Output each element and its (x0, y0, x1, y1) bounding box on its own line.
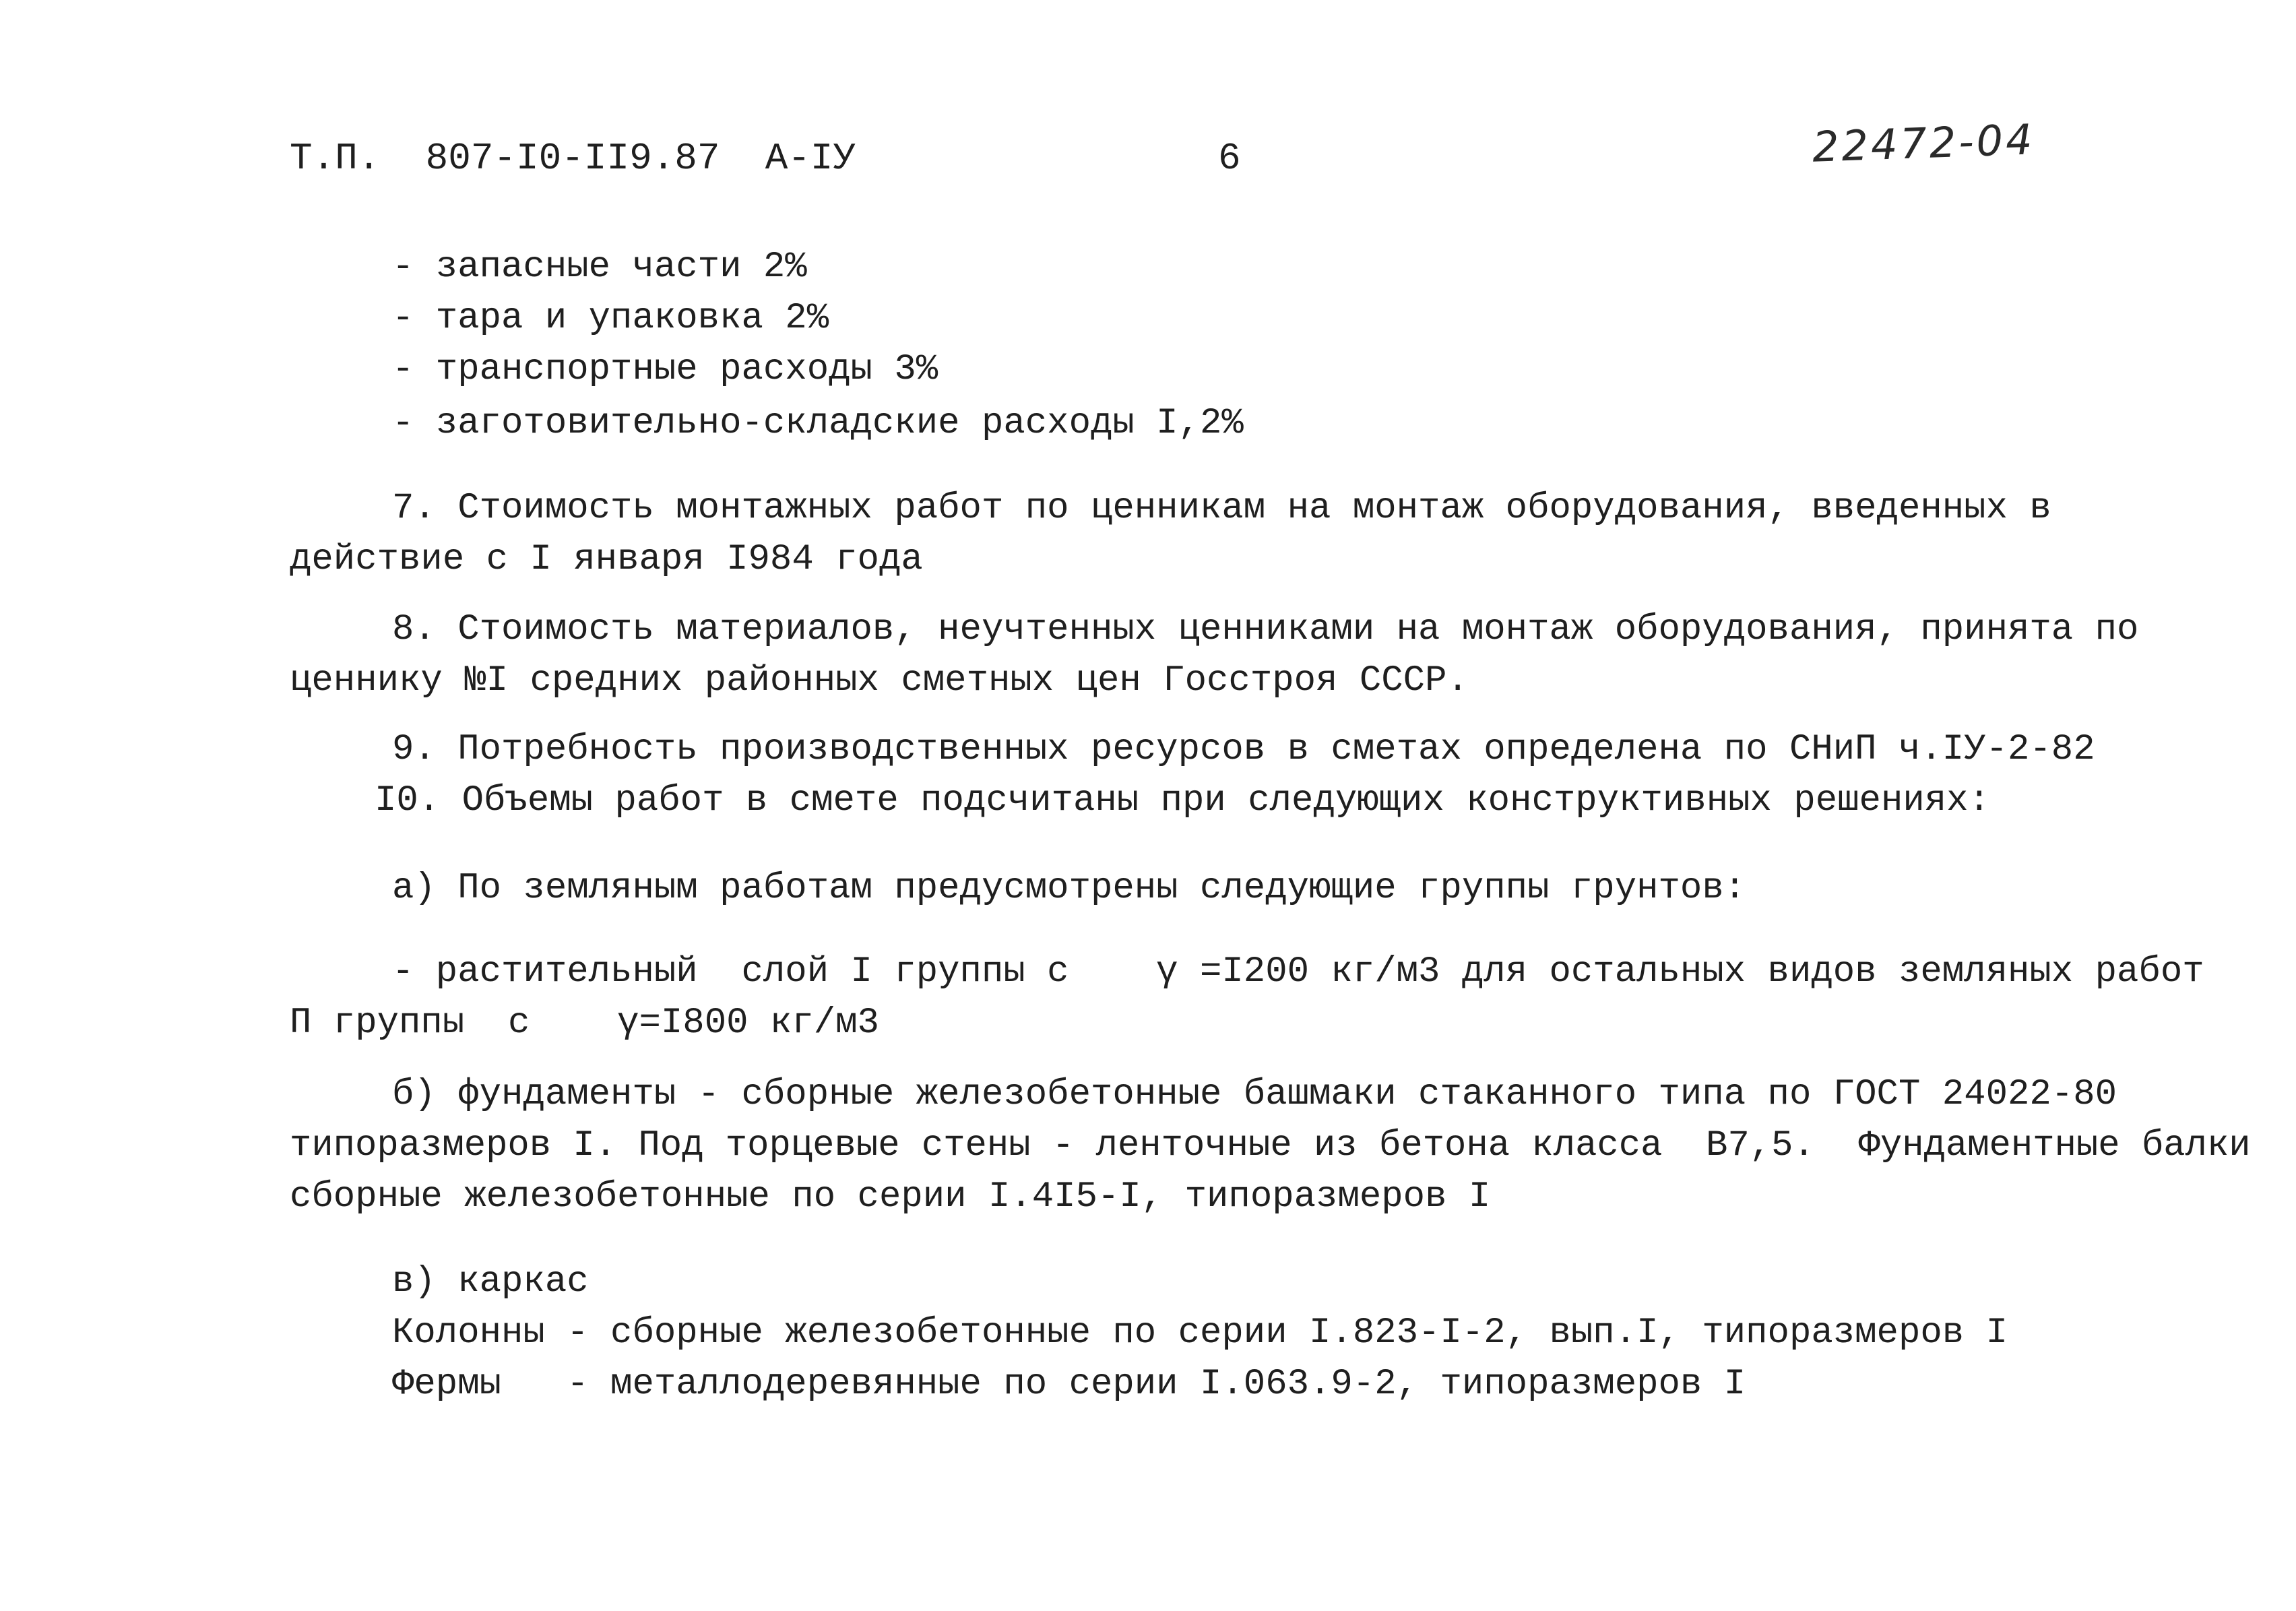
section-a-heading: а) По земляным работам предусмотрены следующие группы грунтов: (392, 868, 1746, 909)
list-item: - заготовительно-складские расходы I,2% (392, 403, 1244, 444)
paragraph-9: 9. Потребность производственных ресурсов в сметах определена по СНиП ч.IУ-2-82 (392, 729, 2095, 770)
document-designation: Т.П. 807-I0-II9.87 А-IУ (290, 137, 856, 180)
section-a-item-line-1: - растительный слой I группы с γ =I200 кг/м3 для остальных видов земляных работ (392, 951, 2204, 992)
section-b-line-1: б) фундаменты - сборные железобетонные башмаки стаканного типа по ГОСТ 24022-80 (392, 1074, 2117, 1115)
section-v-heading: в) каркас (392, 1261, 589, 1302)
section-b-line-3: сборные железобетонные по серии I.4I5-I, типоразмеров I (290, 1176, 1491, 1218)
list-item: - запасные части 2% (392, 247, 807, 288)
paragraph-8-line-2: ценнику №I средних районных сметных цен Госстроя СССР. (290, 660, 1469, 701)
paragraph-8-line-1: 8. Стоимость материалов, неучтенных ценниками на монтаж оборудования, принята по (392, 609, 2139, 650)
list-item: - тара и упаковка 2% (392, 298, 829, 339)
section-v-columns: Колонны - сборные железобетонные по серии I.823-I-2, вып.I, типоразмеров I (392, 1313, 2008, 1354)
archive-number: 22472-04 (1811, 115, 2036, 172)
paragraph-7-line-1: 7. Стоимость монтажных работ по ценникам на монтаж оборудования, введенных в (392, 488, 2051, 529)
section-v-trusses: Фермы - металлодеревянные по серии I.063.9-2, типоразмеров I (392, 1364, 1746, 1405)
section-b-line-2: типоразмеров I. Под торцевые стены - ленточные из бетона класса В7,5. Фундаментные балки (290, 1125, 2251, 1166)
page-number: 6 (1218, 137, 1241, 180)
list-item: - транспортные расходы 3% (392, 349, 938, 390)
paragraph-10: I0. Объемы работ в смете подсчитаны при следующих конструктивных решениях: (375, 780, 1990, 821)
section-a-item-line-2: П группы с γ=I800 кг/м3 (290, 1003, 879, 1044)
paragraph-7-line-2: действие с I января I984 года (290, 539, 923, 580)
